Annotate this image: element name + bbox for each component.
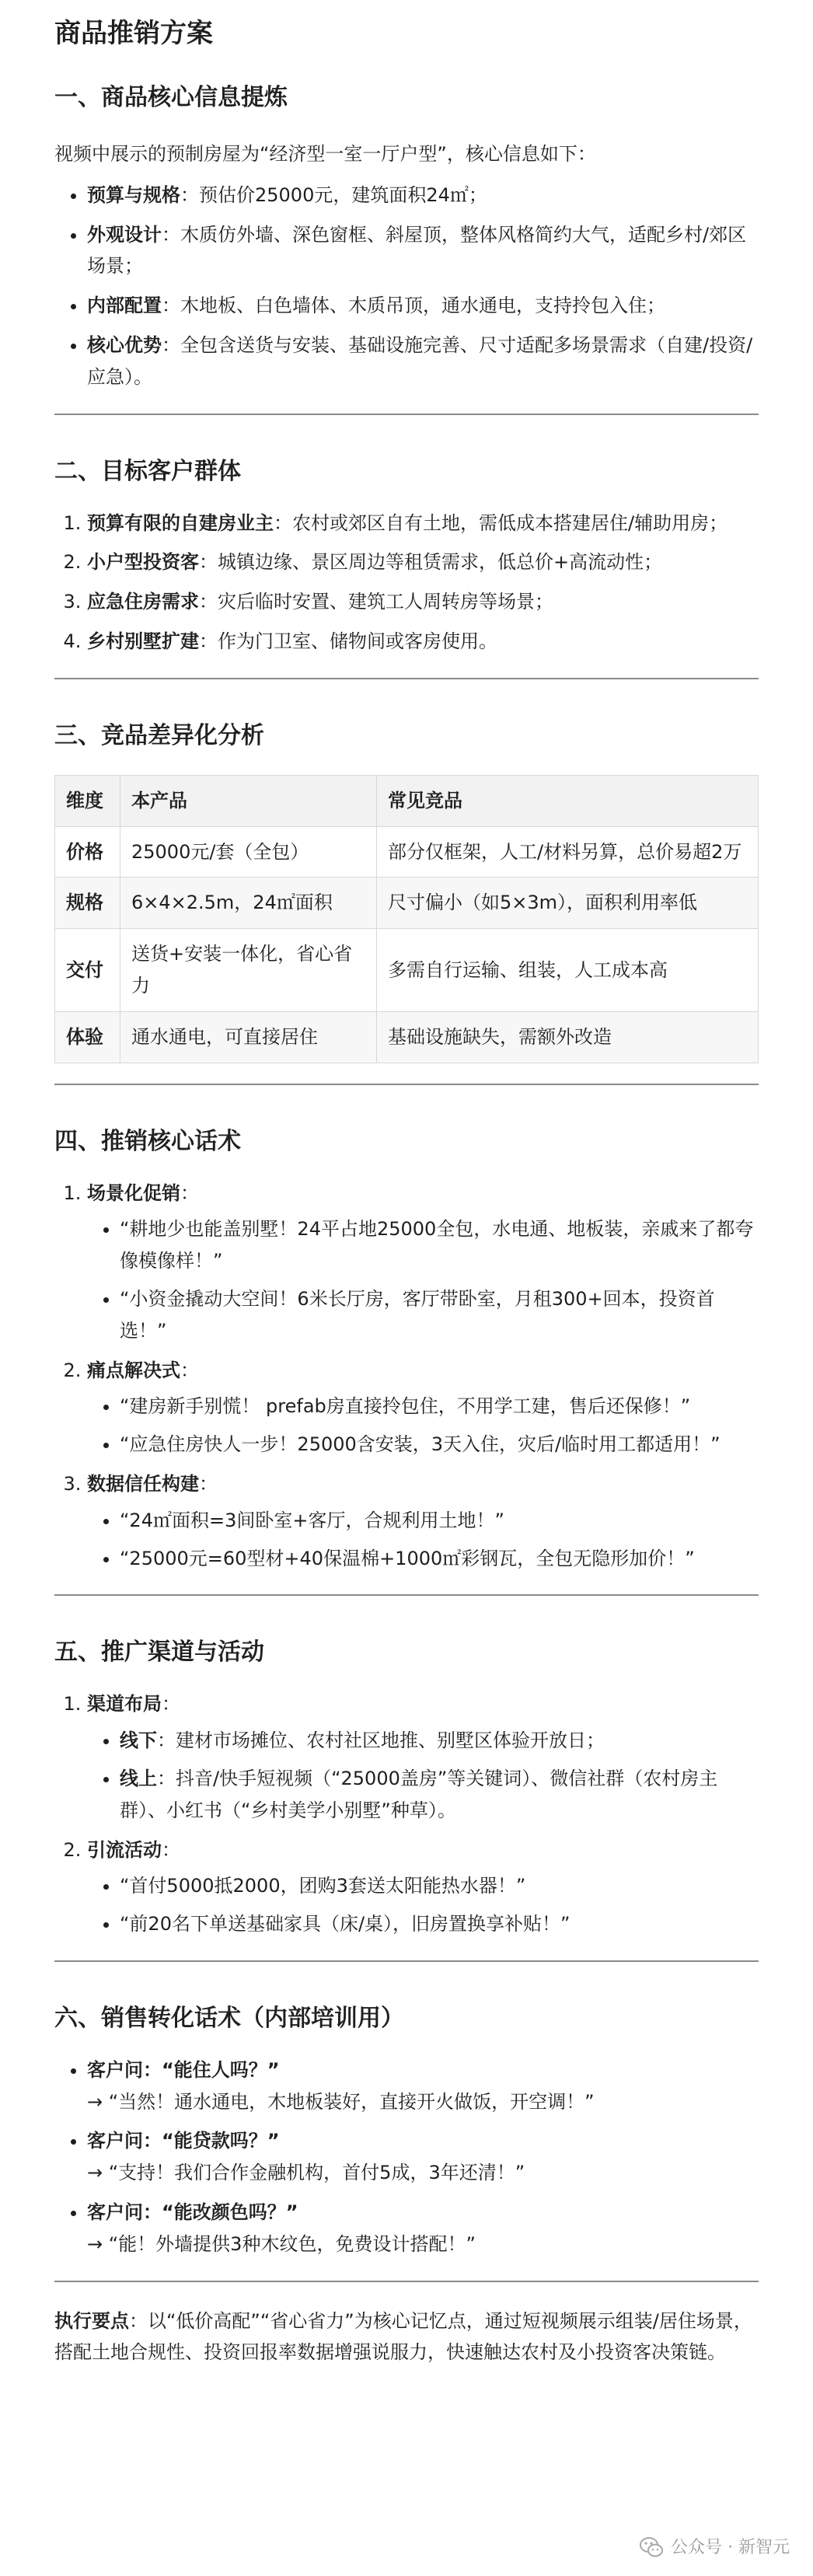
- list-item: • “耕地少也能盖别墅！24平占地25000全包，水电通、地板装，亲戚来了都夸像模像样！”: [120, 1213, 759, 1277]
- group-label: 数据信任构建: [87, 1472, 199, 1495]
- item-text: ：农村或郊区自有土地，需低成本搭建居住/辅助用房；: [274, 511, 728, 534]
- section-target-customers: [54, 454, 759, 679]
- page-title: 商品推销方案: [54, 18, 213, 49]
- column-header: 常见竞品: [377, 775, 759, 826]
- section-heading: 六、销售转化话术（内部培训用）: [54, 2004, 404, 2032]
- list-item: [87, 508, 759, 539]
- section-heading: 四、推销核心话术: [54, 1127, 241, 1155]
- answer: → “支持！我们合作金融机构，首付5成，3年还清！”: [87, 2162, 525, 2184]
- item-label: 应急住房需求: [87, 591, 199, 613]
- table-cell: 部分仅框架，人工/材料另算，总价易超2万: [377, 826, 759, 878]
- table-cell: 25000元/套（全包）: [120, 826, 377, 878]
- list-item: • “应急住房快人一步！25000含安装，3天入住，灾后/临时用工都适用！”: [120, 1429, 759, 1461]
- numbered-list: [54, 1688, 759, 1940]
- list-item: 2. 引流活动： • “首付5000抵2000，团购3套送太阳能热水器！” • “前20名下单送基础家具（床/桌），旧房置换享补贴！”: [87, 1834, 759, 1940]
- section-competitor-analysis: [54, 718, 759, 1085]
- qa-list: [54, 2054, 759, 2260]
- table-cell: 交付: [55, 929, 120, 1012]
- bullet-list: [87, 1213, 759, 1346]
- item-label: 预算有限的自建房业主: [87, 511, 274, 534]
- item-text: ：作为门卫室、储物间或客房使用。: [199, 630, 497, 652]
- item-label: 乡村别墅扩建: [87, 630, 199, 652]
- table-cell: 体验: [55, 1011, 120, 1063]
- list-item: • “首付5000抵2000，团购3套送太阳能热水器！”: [120, 1870, 759, 1902]
- section-divider: [54, 1594, 759, 1596]
- summary-text: ：以“低价高配”“省心省力”为核心记忆点，通过短视频展示组装/居住场景，搭配土地合规性、投资回报率数据增强说服力，快速触达农村及小投资客决策链。: [54, 2309, 752, 2364]
- table-row: [55, 878, 759, 929]
- qa-item: [87, 2197, 759, 2260]
- bullet-list: [87, 1725, 759, 1826]
- qa-item: [87, 2125, 759, 2189]
- item-text: ：全包含送货与安装、基础设施完善、尺寸适配多场景需求（自建/投资/应急）。: [87, 333, 753, 388]
- bullet-list: [87, 1870, 759, 1940]
- list-item: 2. 痛点解决式： • “建房新手别慌！ prefab房直接拎包住，不用学工建，售后还保修！” • “应急住房快人一步！25000含安装，3天入住，灾后/临时用工都适用！”: [87, 1355, 759, 1461]
- item-text: ：抖音/快手短视频（“25000盖房”等关键词）、微信社群（农村房主群）、小红书（“乡村美学小别墅”种草）。: [120, 1767, 718, 1821]
- item-text: ：灾后临时安置、建筑工人周转房等场景；: [199, 591, 553, 613]
- comparison-table: [54, 775, 759, 1063]
- list-item: • “建房新手别慌！ prefab房直接拎包住，不用学工建，售后还保修！”: [120, 1391, 759, 1422]
- numbered-list: [54, 508, 759, 658]
- answer: → “当然！通水通电，木地板装好，直接开火做饭，开空调！”: [87, 2090, 595, 2113]
- item-text: ：木地板、白色墙体、木质吊顶，通水通电，支持拎包入住；: [162, 295, 665, 317]
- list-item: [87, 546, 759, 578]
- numbered-list: [54, 1178, 759, 1575]
- question: 客户问：“能改颜色吗？”: [87, 2201, 298, 2224]
- table-row: [55, 826, 759, 878]
- list-item: • “小资金撬动大空间！6米长厅房，客厅带卧室，月租300+回本，投资首选！”: [120, 1283, 759, 1347]
- group-label: 渠道布局: [87, 1693, 162, 1716]
- section-divider: [54, 1084, 759, 1085]
- table-cell: 价格: [55, 826, 120, 878]
- list-item: [87, 180, 759, 211]
- table-cell: 6×4×2.5m，24㎡面积: [120, 878, 377, 929]
- bullet-list: [87, 1391, 759, 1461]
- item-text: ：木质仿外墙、深色窗框、斜屋顶，整体风格简约大气，适配乡村/郊区场景；: [87, 223, 747, 277]
- table-row: [55, 929, 759, 1012]
- table-cell: 基础设施缺失，需额外改造: [377, 1011, 759, 1063]
- table-cell: 规格: [55, 878, 120, 929]
- group-label: 场景化促销: [87, 1182, 180, 1204]
- item-label: 内部配置: [87, 295, 162, 317]
- table-cell: 送货+安装一体化，省心省力: [120, 929, 377, 1012]
- watermark: [638, 2533, 790, 2562]
- bullet-list: [87, 1505, 759, 1575]
- section-divider: [54, 1960, 759, 1962]
- column-header: 本产品: [120, 775, 377, 826]
- section-sales-pitch: [54, 1124, 759, 1597]
- list-item: 1. 渠道布局： • 线下：建材市场摊位、农村社区地推、别墅区体验开放日； • 线上：抖音/快手短视频（“25000盖房”等关键词）、微信社群（农村房主群）、小红书（“乡村美学小别墅”种草）。: [87, 1688, 759, 1826]
- table-cell: 通水通电，可直接居住: [120, 1011, 377, 1063]
- section-divider: [54, 2281, 759, 2282]
- section-conversion-script: [54, 2001, 759, 2282]
- table-header-row: [55, 775, 759, 826]
- list-item: [120, 1725, 759, 1757]
- item-text: ：城镇边缘、景区周边等租赁需求，低总价+高流动性；: [199, 551, 663, 574]
- wechat-icon: [638, 2534, 665, 2560]
- table-cell: 多需自行运输、组装，人工成本高: [377, 929, 759, 1012]
- section-heading: 五、推广渠道与活动: [54, 1639, 264, 1667]
- list-item: [120, 1763, 759, 1827]
- section-heading: 三、竞品差异化分析: [54, 721, 264, 749]
- section-core-info: [54, 80, 759, 415]
- item-label: 线下: [120, 1730, 157, 1752]
- list-item: 3. 数据信任构建： • “24㎡面积=3间卧室+客厅，合规利用土地！” • “25000元=60型材+40保温棉+1000㎡彩钢瓦，全包无隐形加价！”: [87, 1468, 759, 1574]
- question: 客户问：“能贷款吗？”: [87, 2130, 280, 2152]
- list-item: • “25000元=60型材+40保温棉+1000㎡彩钢瓦，全包无隐形加价！”: [120, 1543, 759, 1575]
- group-label: 痛点解决式: [87, 1359, 180, 1381]
- list-item: [87, 586, 759, 618]
- section-heading: 一、商品核心信息提炼: [54, 84, 288, 111]
- list-item: [87, 626, 759, 658]
- section-intro: 视频中展示的预制房屋为“经济型一室一厅户型”，核心信息如下：: [54, 143, 596, 165]
- list-item: [87, 290, 759, 322]
- item-text: ：预估价25000元，建筑面积24㎡；: [180, 183, 487, 206]
- group-label: 引流活动: [87, 1838, 162, 1861]
- section-channels: [54, 1635, 759, 1962]
- item-label: 核心优势: [87, 333, 162, 356]
- item-label: 外观设计: [87, 223, 162, 246]
- list-item: 1. 场景化促销： • “耕地少也能盖别墅！24平占地25000全包，水电通、地板装，亲戚来了都夸像模像样！” • “小资金撬动大空间！6米长厅房，客厅带卧室，月租300+回本，投资首选！”: [87, 1178, 759, 1347]
- qa-item: [87, 2054, 759, 2118]
- list-item: • “24㎡面积=3间卧室+客厅，合规利用土地！”: [120, 1505, 759, 1537]
- column-header: 维度: [55, 775, 120, 826]
- list-item: [87, 219, 759, 283]
- section-divider: [54, 414, 759, 415]
- item-text: ：建材市场摊位、农村社区地推、别墅区体验开放日；: [157, 1730, 605, 1752]
- section-heading: 二、目标客户群体: [54, 457, 241, 485]
- list-item: [87, 330, 759, 393]
- table-row: [55, 1011, 759, 1063]
- item-label: 预算与规格: [87, 183, 180, 206]
- execution-summary: [54, 2305, 759, 2369]
- question: 客户问：“能住人吗？”: [87, 2058, 280, 2081]
- table-cell: 尺寸偏小（如5×3m），面积利用率低: [377, 878, 759, 929]
- watermark-text: 公众号 · 新智元: [671, 2537, 790, 2557]
- item-label: 小户型投资客: [87, 551, 199, 574]
- section-divider: [54, 678, 759, 679]
- answer: → “能！外墙提供3种木纹色，免费设计搭配！”: [87, 2232, 476, 2255]
- list-item: • “前20名下单送基础家具（床/桌），旧房置换享补贴！”: [120, 1908, 759, 1940]
- summary-label: 执行要点: [54, 2309, 129, 2332]
- item-label: 线上: [120, 1767, 157, 1789]
- bullet-list: [54, 180, 759, 393]
